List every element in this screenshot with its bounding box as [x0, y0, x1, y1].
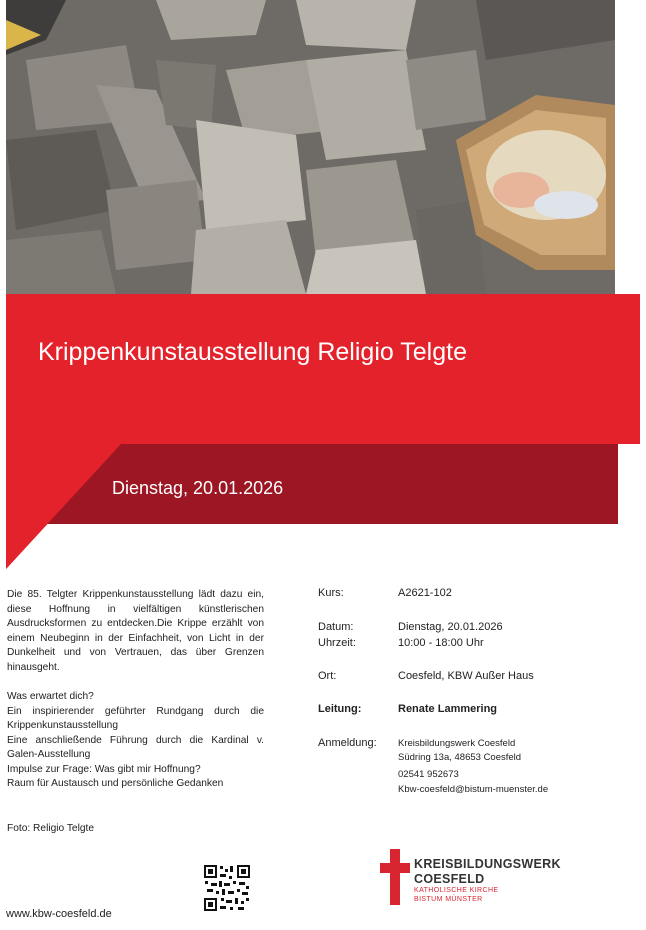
description — [7, 588, 264, 792]
datum-value: Dienstag, 20.01.2026 — [398, 621, 503, 633]
logo-line1: KREISBILDUNGSWERK — [414, 857, 561, 871]
anmeldung-label: Anmeldung: — [318, 737, 377, 749]
title-band — [6, 294, 640, 444]
anmeldung-address: Südring 13a, 48653 Coesfeld — [398, 752, 522, 763]
datum-label: Datum: — [318, 621, 354, 633]
kurs-value: A2621-102 — [398, 587, 452, 599]
anmeldung-email[interactable]: Kbw-coesfeld@bistum-muenster.de — [398, 784, 549, 795]
leitung-value: Renate Lammering — [398, 703, 498, 715]
ort-label: Ort: — [318, 670, 337, 682]
kurs-label: Kurs: — [318, 587, 344, 599]
header-photo — [6, 0, 615, 294]
uhrzeit-label: Uhrzeit: — [318, 637, 356, 649]
cross-icon — [380, 849, 410, 905]
event-date: Dienstag, 20.01.2026 — [112, 478, 284, 498]
website-link[interactable]: www.kbw-coesfeld.de — [6, 908, 112, 920]
band-notch-overlay — [6, 444, 121, 569]
logo-line2: COESFELD — [414, 872, 485, 886]
logo-line3: KATHOLISCHE KIRCHE — [414, 887, 499, 894]
list-item: Ein inspirierender geführter Rundgang durch die Krippenkunstausstellung — [7, 705, 264, 731]
rubble-photo-illustration — [6, 0, 615, 294]
anmeldung-phone: 02541 952673 — [398, 769, 459, 780]
uhrzeit-value: 10:00 - 18:00 Uhr — [398, 637, 484, 649]
leitung-label: Leitung: — [318, 703, 362, 715]
anmeldung-org: Kreisbildungswerk Coesfeld — [398, 738, 516, 749]
list-item: Eine anschließende Führung durch die Kardinal v. Galen-Ausstellung — [7, 734, 264, 760]
photo-credit: Foto: Religio Telgte — [7, 823, 95, 834]
page-title: Krippenkunstausstellung Religio Telgte — [38, 338, 467, 366]
logo-line4: BISTUM MÜNSTER — [414, 896, 483, 903]
list-item: Impulse zur Frage: Was gibt mir Hoffnung? — [7, 763, 201, 775]
list-item: Raum für Austausch und persönliche Gedanken — [7, 778, 224, 789]
ort-value: Coesfeld, KBW Außer Haus — [398, 670, 534, 682]
qr-code[interactable] — [203, 864, 251, 912]
question-text: Was erwartet dich? — [7, 691, 94, 702]
intro-text: Die 85. Telgter Krippenkunstausstellung lädt dazu ein, diese Hoffnung in vielfältigen künstlerischen Ausdrucksformen zu entdecken.Die Krippe erzählt von einem Neubeginn in der Einfachheit, von Licht in der Dunkelheit und von Vertrauen, das über Grenzen hinausgeht. — [7, 589, 264, 673]
